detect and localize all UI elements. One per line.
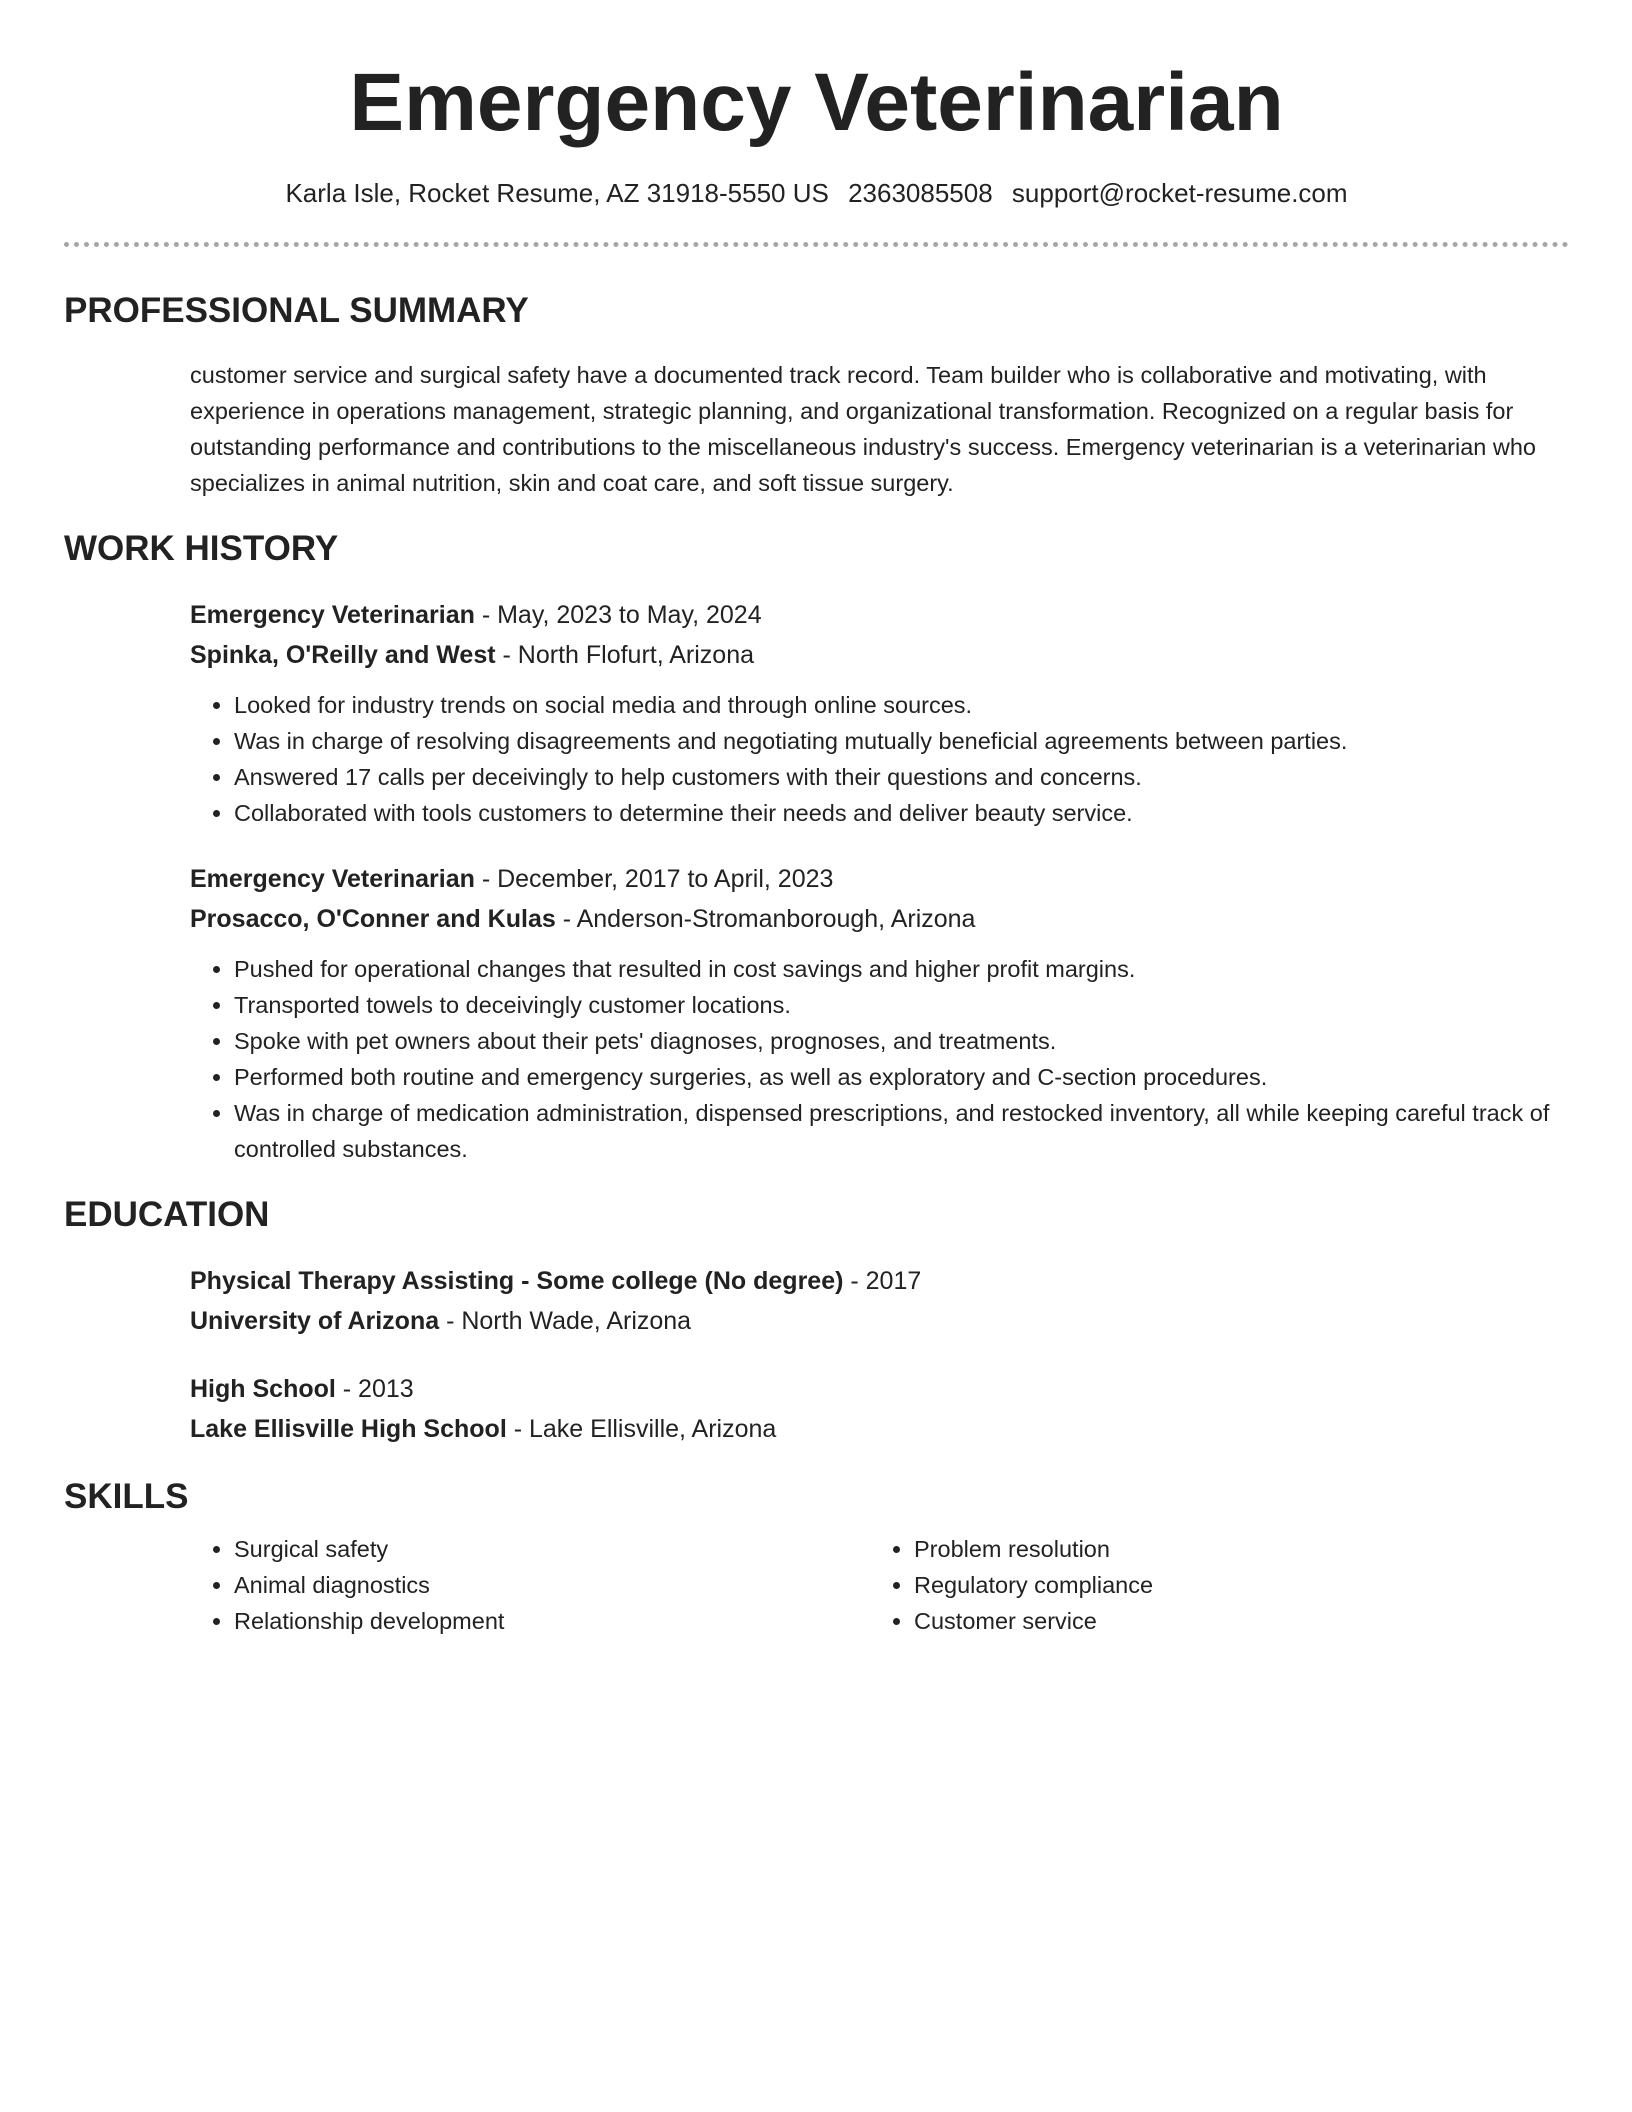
skill-item: • Relationship development <box>234 1603 870 1639</box>
work-history-heading: WORK HISTORY <box>64 529 339 568</box>
school-name: Lake Ellisville High School <box>190 1415 507 1443</box>
contact-phone: 2363085508 <box>848 178 993 208</box>
list-item: • Collaborated with tools customers to determine their needs and deliver beauty service. <box>234 795 1569 831</box>
job-company-line <box>190 635 1569 675</box>
list-item: • Answered 17 calls per deceivingly to help customers with their questions and concerns. <box>234 759 1569 795</box>
skills-list <box>190 1531 1569 1639</box>
job-bullets <box>190 687 1569 831</box>
degree-year: - 2013 <box>335 1375 414 1403</box>
header-divider <box>64 242 1569 247</box>
job-title-line <box>190 595 1569 635</box>
contact-address: Karla Isle, Rocket Resume, AZ 31918-5550 US <box>285 178 829 208</box>
degree-line <box>190 1369 1569 1409</box>
job-title: Emergency Veterinarian <box>190 865 475 893</box>
job-entry <box>190 859 1569 1167</box>
degree-year: - 2017 <box>843 1267 922 1295</box>
school-location: - North Wade, Arizona <box>439 1307 692 1335</box>
skills-column-2 <box>870 1531 1514 1639</box>
list-item: • Spoke with pet owners about their pets' diagnoses, prognoses, and treatments. <box>234 1023 1569 1059</box>
skill-item: • Animal diagnostics <box>234 1567 870 1603</box>
school-line <box>190 1301 1569 1341</box>
summary-heading: PROFESSIONAL SUMMARY <box>64 291 529 330</box>
resume-title: Emergency Veterinarian <box>349 57 1284 148</box>
list-item: • Pushed for operational changes that resulted in cost savings and higher profit margins. <box>234 951 1569 987</box>
job-dates: - December, 2017 to April, 2023 <box>474 865 834 893</box>
resume-page <box>64 0 1569 1639</box>
education-entry <box>190 1261 1569 1341</box>
job-entry <box>190 595 1569 831</box>
job-company-line <box>190 899 1569 939</box>
list-item: • Transported towels to deceivingly customer locations. <box>234 987 1569 1023</box>
school-line <box>190 1409 1569 1449</box>
job-dates: - May, 2023 to May, 2024 <box>474 601 762 629</box>
list-item: • Was in charge of medication administration, dispensed prescriptions, and restocked inventory, all while keeping careful track of controlled substances. <box>234 1095 1569 1167</box>
school-location: - Lake Ellisville, Arizona <box>506 1415 777 1443</box>
contact-email: support@rocket-resume.com <box>1011 178 1348 208</box>
job-company: Prosacco, O'Conner and Kulas <box>190 905 556 933</box>
education-entry <box>190 1369 1569 1449</box>
degree-name: Physical Therapy Assisting - Some college (No degree) <box>190 1267 844 1295</box>
skill-item: • Regulatory compliance <box>914 1567 1514 1603</box>
list-item: • Performed both routine and emergency surgeries, as well as exploratory and C-section procedures. <box>234 1059 1569 1095</box>
job-bullets <box>190 951 1569 1167</box>
job-location: - Anderson-Stromanborough, Arizona <box>555 905 976 933</box>
summary-text: customer service and surgical safety have a documented track record. Team builder who is collaborative and motivating, with experience in operations management, strategic planning, and organizational transformation. Recognized on a regular basis for outstanding performance and contributions to the miscellaneous industry's success. Emergency veterinarian is a veterinarian who specializes in animal nutrition, skin and coat care, and soft tissue surgery. <box>190 362 1536 496</box>
school-name: University of Arizona <box>190 1307 440 1335</box>
contact-line <box>64 176 1569 210</box>
job-company: Spinka, O'Reilly and West <box>190 641 496 669</box>
job-title: Emergency Veterinarian <box>190 601 475 629</box>
job-location: - North Flofurt, Arizona <box>495 641 755 669</box>
skill-item: • Problem resolution <box>914 1531 1514 1567</box>
skills-column-1 <box>190 1531 870 1639</box>
job-title-line <box>190 859 1569 899</box>
list-item: • Looked for industry trends on social media and through online sources. <box>234 687 1569 723</box>
degree-name: High School <box>190 1375 336 1403</box>
skill-item: • Surgical safety <box>234 1531 870 1567</box>
skills-heading: SKILLS <box>64 1477 189 1516</box>
education-heading: EDUCATION <box>64 1195 270 1234</box>
skill-item: • Customer service <box>914 1603 1514 1639</box>
degree-line <box>190 1261 1569 1301</box>
list-item: • Was in charge of resolving disagreements and negotiating mutually beneficial agreements between parties. <box>234 723 1569 759</box>
